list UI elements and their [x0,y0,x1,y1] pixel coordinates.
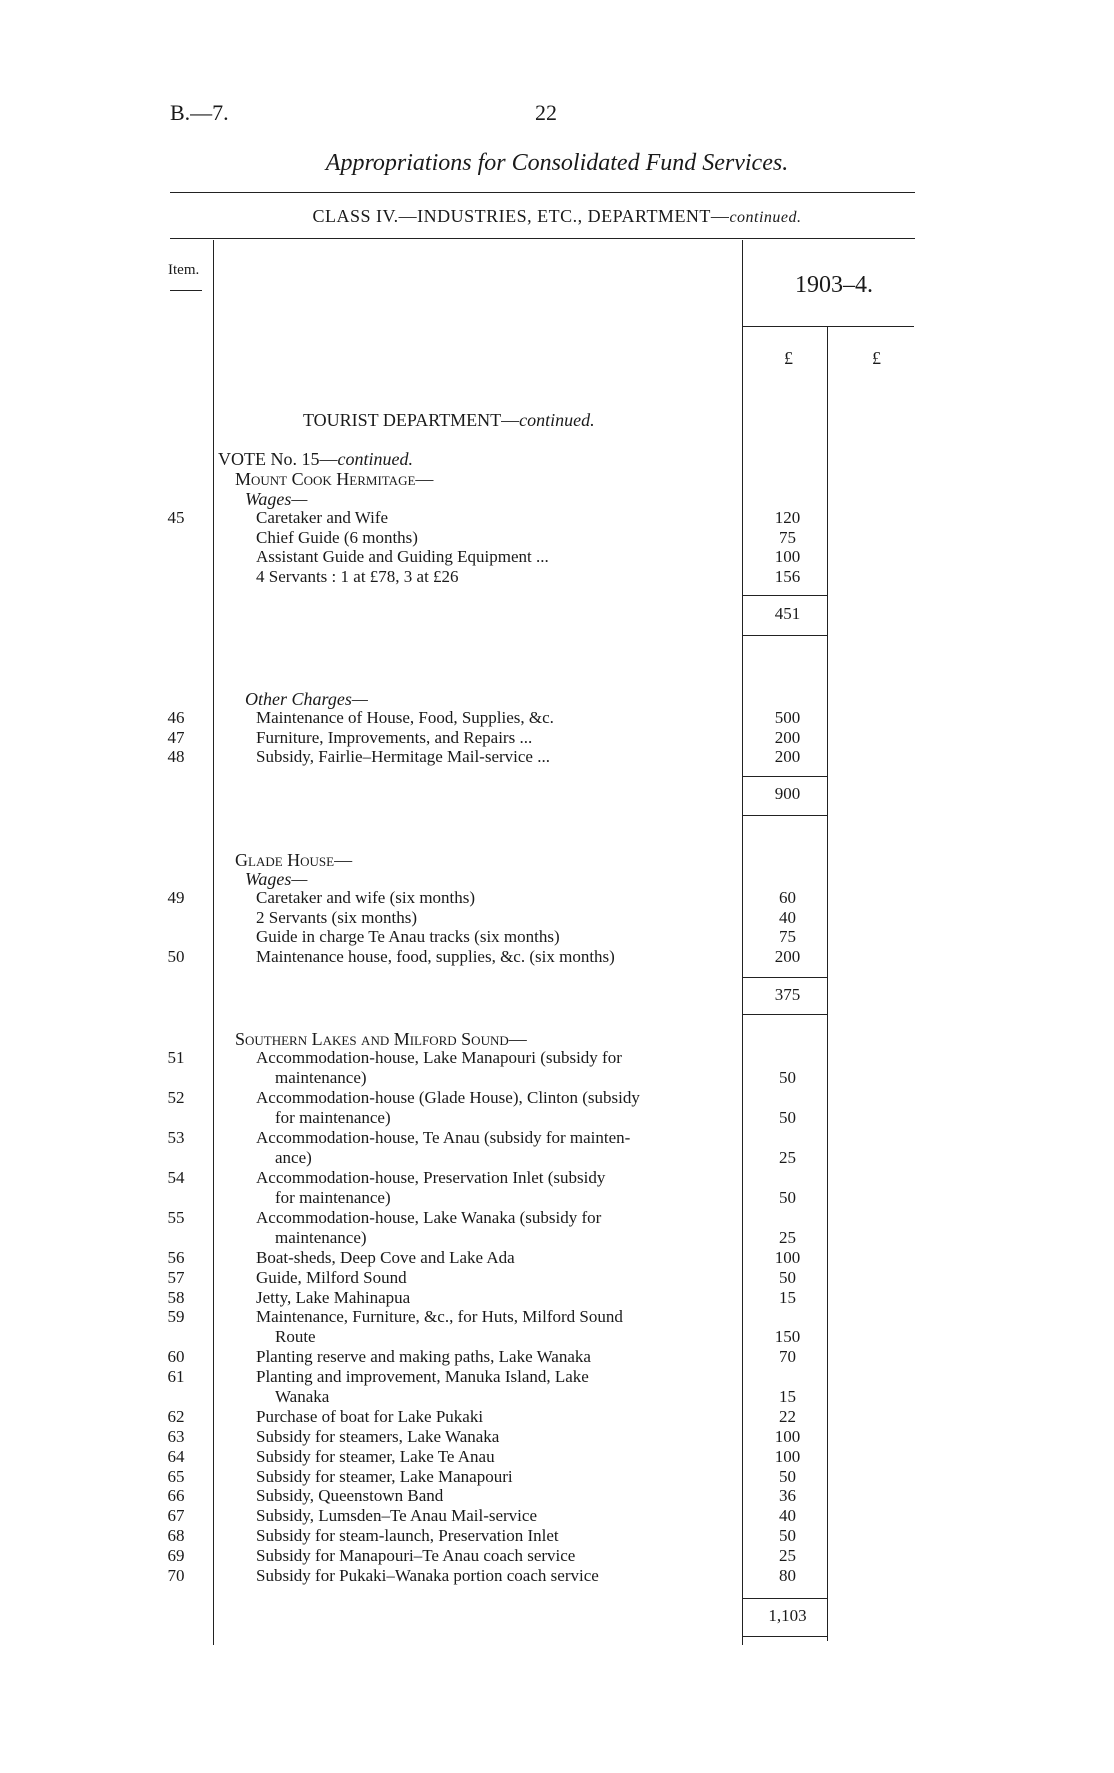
subtotal-rule [742,815,827,816]
item-amount: 50 [779,1187,796,1207]
item-description: Maintenance, Furniture, &c., for Huts, Milford Sound [256,1307,623,1327]
item-description: Accommodation-house (Glade House), Clinton (subsidy [256,1088,640,1107]
item-number: 69 [167,1545,185,1565]
subtotal-rule [742,1598,827,1599]
class-subtitle: CLASS IV.—INDUSTRIES, ETC., DEPARTMENT—continued. [312,206,802,226]
item-number: 45 [167,508,185,527]
table-row [0,1566,1114,1586]
item-number: 56 [167,1248,185,1267]
subtotal-other-charges: 900 [774,784,801,803]
table-row [0,1307,1114,1327]
item-number: 58 [167,1287,185,1307]
page-number: 22 [535,100,557,125]
title-rule [170,192,915,193]
item-description: Planting reserve and making paths, Lake Wanaka [256,1347,591,1367]
item-number: 55 [167,1208,185,1227]
item-number: 54 [167,1168,185,1187]
document-code: B.—7. [170,100,229,125]
item-amount: 120 [774,508,801,527]
item-amount: 200 [774,747,801,766]
item-amount: 50 [779,1107,796,1127]
item-number: 62 [167,1407,185,1427]
item-amount: 75 [779,527,796,547]
item-amount: 25 [779,1147,796,1167]
item-number: 50 [167,946,185,966]
item-amount: 100 [774,1446,801,1466]
header-rule [170,238,915,239]
page-title: Appropriations for Consolidated Fund Services. [325,150,789,176]
table-row [0,1526,1114,1546]
item-header-rule [170,290,202,291]
item-description: Accommodation-house, Preservation Inlet (subsidy [256,1168,606,1187]
table-row [0,1506,1114,1526]
item-description: Subsidy for steamer, Lake Manapouri [256,1466,513,1486]
table-row [0,528,1114,548]
item-description: Accommodation-house, Lake Manapouri (subsidy for [256,1048,622,1067]
item-description: Accommodation-house, Te Anau (subsidy for mainten- [256,1128,631,1147]
item-number: 65 [167,1466,185,1486]
item-description: Maintenance house, food, supplies, &c. (six months) [256,946,615,966]
item-number: 68 [167,1526,185,1545]
table-row [0,927,1114,947]
table-row [0,1347,1114,1367]
item-number: 63 [167,1427,185,1446]
table-row [0,1108,1114,1128]
table-row [0,547,1114,567]
item-amount: 150 [774,1326,801,1346]
item-description: Purchase of boat for Lake Pukaki [256,1407,484,1427]
item-column-header: Item. [168,262,200,278]
item-amount: 50 [779,1526,796,1545]
section-glade-house: Glade House— [235,850,353,870]
item-description: Caretaker and wife (six months) [256,888,476,907]
item-amount: 50 [779,1267,796,1287]
table-row [0,1048,1114,1068]
section-mount-cook: Mount Cook Hermitage— [235,469,434,489]
item-amount: 200 [774,727,801,747]
table-row [0,1268,1114,1288]
item-description: maintenance) [275,1067,367,1087]
item-amount: 50 [779,1466,796,1486]
table-row [0,1148,1114,1168]
item-amount: 80 [779,1565,796,1585]
item-description: Planting and improvement, Manuka Island, Lake [256,1367,589,1387]
item-description: Assistant Guide and Guiding Equipment ... [256,547,549,566]
table-row [0,1447,1114,1467]
subtotal-rule [742,776,827,777]
subsection-other-charges: Other Charges— [245,689,368,709]
item-description: Subsidy, Fairlie–Hermitage Mail-service ... [256,747,550,766]
table-row [0,1088,1114,1108]
table-row [0,1168,1114,1188]
item-amount: 70 [779,1347,796,1367]
item-description: 2 Servants (six months) [256,907,418,927]
item-description: Boat-sheds, Deep Cove and Lake Ada [256,1248,515,1267]
item-amount: 36 [779,1486,796,1506]
table-row [0,1387,1114,1407]
table-row [0,508,1114,528]
table-row [0,908,1114,928]
item-description: ance) [275,1147,312,1167]
item-description: Furniture, Improvements, and Repairs ... [256,727,533,747]
item-description: Route [275,1326,316,1346]
item-number: 67 [167,1506,185,1526]
subtotal-rule [742,635,827,636]
year-column-header: 1903–4. [795,272,873,298]
item-number: 66 [167,1486,185,1506]
item-amount: 15 [779,1287,796,1307]
item-description: Subsidy for steamer, Lake Te Anau [256,1446,495,1466]
item-amount: 25 [779,1545,796,1565]
department-heading: TOURIST DEPARTMENT—continued. [303,410,595,430]
subtotal-rule [742,1636,827,1637]
item-amount: 15 [779,1386,796,1406]
item-amount: 60 [779,888,796,907]
item-description: Subsidy for steamers, Lake Wanaka [256,1427,500,1446]
year-header-rule [742,326,914,327]
item-amount: 40 [779,907,796,927]
pound-column-1-header: £ [784,348,793,368]
item-amount: 25 [779,1227,796,1247]
item-number: 49 [167,888,185,907]
table-row [0,1128,1114,1148]
item-description: Maintenance of House, Food, Supplies, &c. [256,708,554,727]
item-description: Accommodation-house, Lake Wanaka (subsidy for [256,1208,602,1227]
table-row [0,888,1114,908]
item-description: Guide in charge Te Anau tracks (six months) [256,927,560,946]
item-description: Subsidy for steam-launch, Preservation Inlet [256,1526,559,1545]
item-amount: 40 [779,1506,796,1526]
item-number: 61 [167,1367,185,1387]
table-row [0,567,1114,587]
subtotal-mount-cook: 451 [774,604,801,623]
subtotal-rule [742,1014,827,1015]
item-description: Caretaker and Wife [256,508,389,527]
table-row [0,1228,1114,1248]
item-number: 52 [167,1088,185,1107]
item-number: 70 [167,1565,185,1585]
item-description: maintenance) [275,1227,367,1247]
item-number: 64 [167,1446,185,1466]
table-row [0,1546,1114,1566]
subsection-glade-wages: Wages— [245,869,308,889]
table-row [0,1407,1114,1427]
item-amount: 200 [774,946,801,966]
item-description: 4 Servants : 1 at £78, 3 at £26 [256,566,459,586]
subsection-wages: Wages— [245,489,308,509]
table-row [0,708,1114,728]
item-description: for maintenance) [275,1187,391,1207]
item-description: Subsidy for Manapouri–Te Anau coach service [256,1545,576,1565]
item-amount: 156 [774,566,801,586]
item-description: Subsidy, Lumsden–Te Anau Mail-service [256,1506,537,1526]
item-number: 48 [167,747,185,766]
item-description: for maintenance) [275,1107,391,1127]
item-amount: 50 [779,1067,796,1087]
item-description: Subsidy, Queenstown Band [256,1486,444,1506]
table-row [0,1248,1114,1268]
item-amount: 500 [774,708,801,727]
item-number: 60 [167,1347,185,1367]
table-row [0,1288,1114,1308]
table-row [0,1327,1114,1347]
item-description: Subsidy for Pukaki–Wanaka portion coach service [256,1565,599,1585]
table-row [0,728,1114,748]
item-amount: 22 [779,1407,796,1427]
subtotal-southern-lakes: 1,103 [768,1606,807,1625]
table-row [0,947,1114,967]
item-amount: 100 [774,547,801,566]
subtotal-rule [742,595,827,596]
item-description: Jetty, Lake Mahinapua [256,1287,411,1307]
item-description: Guide, Milford Sound [256,1267,407,1287]
item-amount: 75 [779,927,796,946]
subtotal-rule [742,977,827,978]
table-row [0,1486,1114,1506]
vote-heading: VOTE No. 15—continued. [218,449,413,469]
subtotal-glade-house: 375 [774,985,801,1004]
table-row [0,1367,1114,1387]
item-amount: 100 [774,1248,801,1267]
pound-column-2-header: £ [872,348,881,368]
item-description: Chief Guide (6 months) [256,527,418,547]
item-number: 51 [167,1048,185,1067]
item-number: 57 [167,1267,185,1287]
item-number: 47 [167,727,185,747]
section-southern-lakes: Southern Lakes and Milford Sound— [235,1029,527,1049]
item-number: 59 [167,1307,185,1327]
item-description: Wanaka [275,1386,330,1406]
table-row [0,1467,1114,1487]
table-row [0,747,1114,767]
table-row [0,1427,1114,1447]
item-number: 46 [167,708,185,727]
table-row [0,1188,1114,1208]
item-number: 53 [167,1128,185,1147]
table-row [0,1068,1114,1088]
table-row [0,1208,1114,1228]
item-amount: 100 [774,1427,801,1446]
